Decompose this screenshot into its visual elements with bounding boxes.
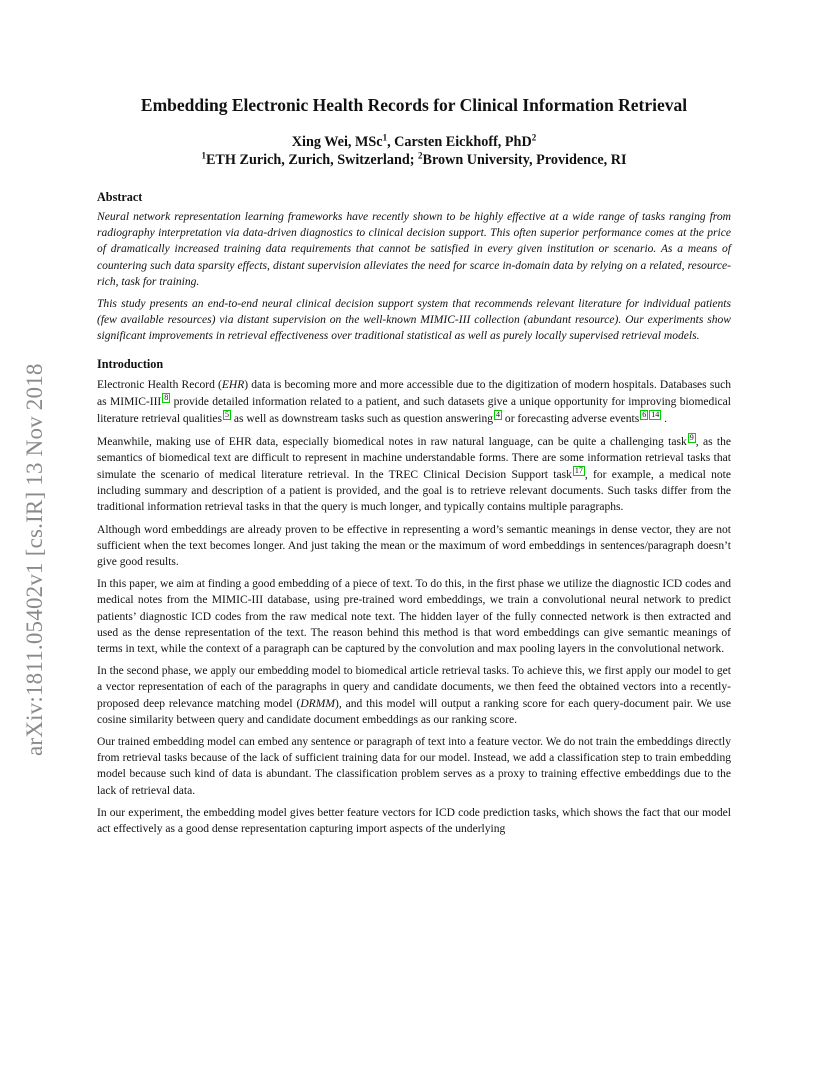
text-run: as well as downstream tasks such as question answering: [231, 412, 494, 425]
text-run: In the second phase, we apply our embedding model to biomedical article retrieval tasks. To achieve this, we first apply our model to get a vector representation of each of the paragraphs in query and candidate documents, we then feed the obtained vectors into a recently-proposed deep relevance matching model (: [97, 665, 731, 710]
arxiv-stamp: arXiv:1811.05402v1 [cs.IR] 13 Nov 2018: [22, 363, 47, 756]
abstract-paragraph: Neural network representation learning frameworks have recently shown to be highly effective at a wide range of tasks ranging from radiography interpretation via data-driven diagnostics to clinical decision support. This often superior performance comes at the price of dramatically increased training data requirements that cannot be satisfied in every given institution or scenario. As a means of countering such data sparsity effects, distant supervision alleviates the need for scarce in-domain data by relying on a related, resource-rich, task for training.: [97, 211, 731, 288]
abstract-heading: Abstract: [97, 190, 143, 204]
text-run: .: [661, 412, 668, 425]
affiliation-marker: 2: [418, 150, 423, 161]
affiliation-line: [97, 151, 731, 169]
affiliation-marker: 2: [531, 132, 537, 143]
paper-content: [97, 90, 731, 837]
intro-paragraph: [97, 377, 731, 427]
author-name: Xing Wei, MSc: [291, 134, 383, 150]
text-run: Meanwhile, making use of EHR data, especially biomedical notes in raw natural language, can be quite a challenging task: [97, 435, 687, 448]
text-run: , as the semantics of biomedical text are difficult to represent in machine understandable forms. There are some information retrieval tasks that simulate the scenario of medical literature retrieval. In the TREC Clinical Decision Support task: [97, 435, 731, 482]
intro-paragraph: Although word embeddings are already proven to be effective in representing a word’s semantic meanings in dense vector, they are not sufficient when the text becomes longer. And just taking the mean or the maximum of word embeddings in sentences/paragraph doesn’t give good results.: [97, 523, 731, 569]
text-run: Electronic Health Record (: [97, 378, 222, 391]
intro-paragraph: In our experiment, the embedding model gives better feature vectors for ICD code prediction tasks, which shows the fact that our model act effectively as a good dense representation capturing import aspects of the underlying: [97, 806, 731, 836]
affiliation-name: Brown University, Providence, RI: [422, 152, 627, 168]
author-separator: ,: [387, 134, 395, 150]
citation-link[interactable]: 9: [689, 432, 694, 442]
citation-link[interactable]: 6: [642, 409, 647, 419]
affiliation-marker: 1: [382, 132, 388, 143]
intro-paragraph: In this paper, we aim at finding a good embedding of a piece of text. To do this, in the first phase we utilize the diagnostic ICD codes and medical notes from the MIMIC-III database, using pre-trained word embeddings, we train a convolutional neural network to predict patients’ diagnostic ICD codes from the raw medical note text. The hidden layer of the fully connected network is then extracted and used as the dense representation of the text. The reason behind this method is that word embeddings can give semantic meanings of terms in text, while the context of a paragraph can be captured by the convolution and max pooling layers in the convolutional network.: [97, 578, 731, 656]
citation-link[interactable]: 4: [496, 409, 501, 419]
paper-title: Embedding Electronic Health Records for Clinical Information Retrieval: [140, 95, 688, 115]
intro-paragraph: Our trained embedding model can embed any sentence or paragraph of text into a feature vector. We do not train the embeddings directly from retrieval tasks because of the lack of sufficient training data for our model. Instead, we add a classification step to train embedding model because such kind of data is abundant. The classification problem serves as a proxy to training effective embeddings due to the lack of retrieval data.: [97, 736, 731, 797]
citation-link[interactable]: 5: [225, 409, 230, 419]
text-run: , for example, a medical note including summary and description of a patient is provided, and the goal is to retrieve relevant documents. Such tasks differ from the traditional information retrieval tasks in that the query is much longer, and typically contains multiple paragraphs.: [97, 469, 731, 514]
text-run: ) data is becoming more and more accessible due to the digitization of modern hospitals. Databases such as MIMIC-III: [97, 378, 731, 408]
text-run-emphasis: DRMM: [300, 697, 335, 710]
intro-paragraph: [97, 663, 731, 728]
text-run: provide detailed information related to a patient, and such datasets give a unique opportunity for improving biomedical literature retrieval qualities: [97, 395, 731, 425]
text-run-emphasis: EHR: [221, 378, 245, 391]
affiliation-marker: 1: [201, 150, 206, 161]
citation-link[interactable]: 17: [574, 466, 583, 476]
citation-link[interactable]: 14: [651, 409, 660, 419]
affiliation-name: ETH Zurich, Zurich, Switzerland;: [205, 152, 419, 168]
text-run: ), and this model will output a ranking score for each query-document pair. We use cosine similarity between query and candidate document embeddings as our ranking score.: [97, 697, 731, 726]
author-name: Carsten Eickhoff, PhD: [394, 134, 532, 150]
introduction-heading: Introduction: [97, 356, 164, 371]
intro-paragraph: [97, 433, 731, 516]
citation-link[interactable]: 8: [164, 392, 169, 402]
author-line: [97, 133, 731, 151]
abstract-paragraph: This study presents an end-to-end neural clinical decision support system that recommends relevant literature for individual patients (few available resources) via distant supervision on the well-known MIMIC-III collection (abundant resource). Our experiments show significant improvements in retrieval effectiveness over traditional statistical as well as purely locally supervised retrieval models.: [97, 298, 731, 343]
text-run: or forecasting adverse events: [502, 412, 640, 425]
